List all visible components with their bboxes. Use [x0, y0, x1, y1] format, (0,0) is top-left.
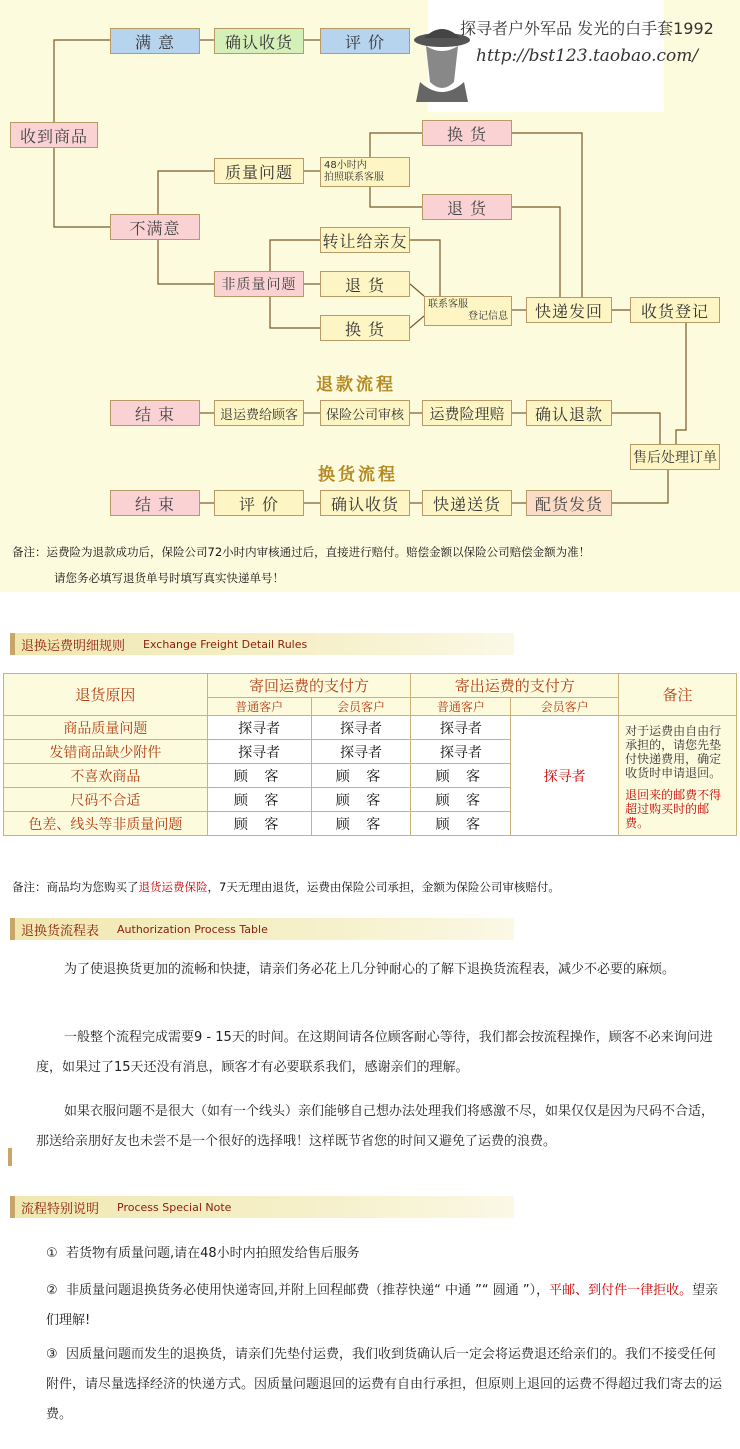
exchange-step-review: 评 价	[214, 490, 304, 516]
special-note-3	[46, 1340, 726, 1430]
note-2-number: ②	[46, 1283, 58, 1298]
col-send-fee: 寄出运费的支付方	[411, 674, 619, 698]
remark-1: 对于运费由自由行承担的，请您先垫付快递费用，确定收货时申请退回。	[625, 724, 722, 780]
refund-step-claim: 运费险理赔	[422, 400, 512, 426]
exchange-step-end: 结 束	[110, 490, 200, 516]
cell: 探寻者	[311, 716, 411, 740]
col-member-send: 会员客户	[511, 698, 619, 716]
process-section-cn: 退换货流程表	[21, 923, 100, 939]
col-remark: 备注	[619, 674, 737, 716]
return2-node: 退 货	[320, 271, 410, 297]
note-2-text-red: 平邮、到付件一律拒收。	[549, 1283, 693, 1298]
confirm-receipt-node: 确认收货	[214, 28, 304, 54]
freight-note	[12, 879, 560, 895]
unsatisfied-node: 不满意	[110, 214, 200, 240]
store-title: 探寻者户外军品 发光的白手套1992	[460, 19, 714, 38]
special-section-en: Process Special Note	[117, 1200, 232, 1214]
exchange-node: 换 货	[422, 120, 512, 146]
refund-step-insurer-review: 保险公司审核	[320, 400, 410, 426]
freight-note-post: ，7天无理由退货，运费由保险公司承担，金额为保险公司审核赔付。	[207, 880, 560, 894]
cell: 顾 客	[207, 812, 311, 836]
process-p3-text: 如果衣服问题不是很大（如有一个线头）亲们能够自己想办法处理我们将感激不尽，如果仅仅是因为尺码不合适，那送给亲朋好友也未尝不是一个很好的选择哦！这样既节省您的时间又避免了运费的浪费。	[36, 1104, 715, 1149]
refund-step-confirm: 确认退款	[526, 400, 612, 426]
special-section-header	[10, 1196, 514, 1218]
satisfied-node: 满 意	[110, 28, 200, 54]
process-p2-text: 一般整个流程完成需要9 - 15天的时间。在这期间请各位顾客耐心等待，我们都会按流程操作，顾客不必来询问进度，如果过了15天还没有消息，顾客才有必要联系我们，感谢亲们的理解。	[36, 1030, 713, 1075]
flow-note-1: 备注：运费险为退款成功后，保险公司72小时内审核通过后，直接进行赔付。赔偿金额以保险公司赔偿金额为准！	[12, 545, 591, 559]
store-url[interactable]: http://bst123.taobao.com/	[476, 46, 699, 66]
flow-note-2: 请您务必填写退货单号时填写真实快递单号！	[54, 571, 284, 585]
cell: 探寻者	[411, 716, 511, 740]
row-reason: 尺码不合适	[4, 788, 208, 812]
flowchart	[0, 0, 740, 592]
register-note-line-2: 登记信息	[468, 311, 508, 322]
process-paragraph-1	[36, 955, 726, 985]
row-reason: 不喜欢商品	[4, 764, 208, 788]
transfer-node: 转让给亲友	[320, 227, 410, 253]
exchange-step-dispatch: 配货发货	[526, 490, 612, 516]
exchange-step-delivery: 快递送货	[422, 490, 512, 516]
cell: 探寻者	[411, 740, 511, 764]
col-normal-send: 普通客户	[411, 698, 511, 716]
process-p1-text: 为了使退换货更加的流畅和快捷，请亲们务必花上几分钟耐心的了解下退换货流程表，减少不必要的麻烦。	[64, 962, 676, 977]
row-reason: 色差、线头等非质量问题	[4, 812, 208, 836]
cell: 探寻者	[207, 740, 311, 764]
exchange-flow-title: 换货流程	[318, 465, 398, 485]
receipt-register-node: 收货登记	[630, 297, 720, 323]
process-section-header	[10, 918, 514, 940]
note-3-text: 因质量问题而发生的退换货，请亲们先垫付运费，我们收到货确认后一定会将运费退还给亲们的。我们不接受任何附件，请尽量选择经济的快递方式。因质量问题退回的运费有自由行承担，但原则上退回的运费不得超过我们寄去的运费。	[46, 1347, 723, 1422]
cell: 顾 客	[207, 764, 311, 788]
side-marker	[8, 1148, 12, 1166]
cell: 顾 客	[411, 788, 511, 812]
cell: 顾 客	[311, 788, 411, 812]
register-info-note	[424, 296, 512, 326]
received-goods-node: 收到商品	[10, 122, 98, 148]
freight-table	[3, 673, 737, 836]
cell: 探寻者	[311, 740, 411, 764]
photo-note-line-1: 48小时内	[324, 160, 367, 171]
note-1-number: ①	[46, 1246, 58, 1261]
cell: 顾 客	[311, 812, 411, 836]
refund-flow-title: 退款流程	[316, 375, 396, 395]
freight-note-pre: 备注：商品均为您购买了	[12, 880, 139, 894]
note-2-text-pre: 非质量问题退换货务必使用快递寄回,并附上回程邮费（推荐快递“ 中通 ”“ 圆通 ”），	[66, 1283, 550, 1298]
table-row	[4, 716, 737, 740]
col-normal-return: 普通客户	[207, 698, 311, 716]
freight-section-en: Exchange Freight Detail Rules	[143, 637, 308, 651]
member-send-cell: 探寻者	[511, 716, 619, 836]
special-note-1	[46, 1239, 726, 1269]
special-note-2	[46, 1276, 726, 1336]
special-section-cn: 流程特别说明	[21, 1201, 100, 1217]
note-2-text-post: 望亲们理解!	[46, 1283, 719, 1328]
exchange2-node: 换 货	[320, 315, 410, 341]
cell: 顾 客	[411, 764, 511, 788]
freight-section-cn: 退换运费明细规则	[21, 638, 126, 654]
review-node: 评 价	[320, 28, 410, 54]
row-reason: 商品质量问题	[4, 716, 208, 740]
quality-issue-node: 质量问题	[214, 158, 304, 184]
register-note-line-1: 联系客服	[428, 299, 468, 310]
col-return-fee: 寄回运费的支付方	[207, 674, 411, 698]
cell: 顾 客	[411, 812, 511, 836]
freight-section-header	[10, 633, 514, 655]
after-sale-order-node: 售后处理订单	[630, 444, 720, 470]
process-paragraph-3	[36, 1097, 726, 1157]
refund-step-end: 结 束	[110, 400, 200, 426]
note-3-number: ③	[46, 1347, 58, 1362]
cell: 顾 客	[207, 788, 311, 812]
process-section-en: Authorization Process Table	[117, 922, 268, 936]
cell: 顾 客	[311, 764, 411, 788]
note-1-text: 若货物有质量问题,请在48小时内拍照发给售后服务	[66, 1246, 360, 1261]
freight-note-red: 退货运费保险	[138, 880, 208, 894]
remark-cell	[619, 716, 737, 836]
photo-note-line-2: 拍照联系客服	[324, 172, 384, 183]
photo-contact-note	[320, 157, 410, 187]
remark-2: 退回来的邮费不得超过购买时的邮费。	[625, 788, 722, 830]
col-reason: 退货原因	[4, 674, 208, 716]
row-reason: 发错商品缺少附件	[4, 740, 208, 764]
cell: 探寻者	[207, 716, 311, 740]
process-paragraph-2	[36, 1023, 726, 1083]
non-quality-node: 非质量问题	[214, 271, 304, 297]
col-member-return: 会员客户	[311, 698, 411, 716]
return-node: 退 货	[422, 194, 512, 220]
refund-step-return-fee: 退运费给顾客	[214, 400, 304, 426]
ship-back-node: 快递发回	[526, 297, 612, 323]
exchange-step-confirm: 确认收货	[320, 490, 410, 516]
